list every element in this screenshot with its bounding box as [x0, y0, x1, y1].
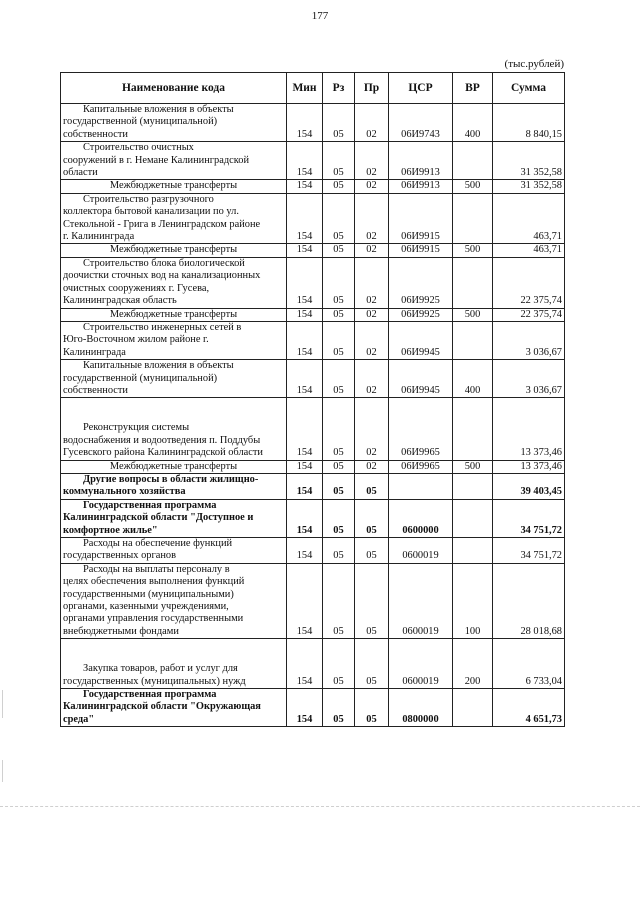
- cell-csr: 06И9945: [389, 360, 453, 398]
- cell-vr: 100: [453, 563, 493, 638]
- cell-csr: 06И9965: [389, 460, 453, 473]
- cell-csr: [389, 473, 453, 499]
- cell-rz: 05: [323, 398, 355, 460]
- cell-rz: 05: [323, 142, 355, 180]
- cell-name-line: Гусевского района Калининградской области: [63, 447, 263, 459]
- table-row: [61, 321, 565, 359]
- table-row: [61, 689, 565, 727]
- cell-sum: 39 403,45: [493, 473, 565, 499]
- cell-sum: 13 373,46: [493, 460, 565, 473]
- table-row: [61, 257, 565, 308]
- cell-name: [61, 244, 287, 257]
- cell-vr: 500: [453, 308, 493, 321]
- cell-name-line: государственной (муниципальной): [63, 116, 218, 128]
- cell-rz: 05: [323, 244, 355, 257]
- cell-vr: [453, 142, 493, 180]
- budget-table: [60, 72, 565, 727]
- cell-rz: 05: [323, 563, 355, 638]
- cell-pr: 02: [355, 308, 389, 321]
- cell-name-line: области: [63, 167, 98, 179]
- cell-csr: 0600000: [389, 499, 453, 537]
- cell-name: [61, 689, 287, 727]
- cell-name-line: Юго-Восточном жилом районе г.: [63, 334, 209, 346]
- cell-name: [61, 180, 287, 193]
- table-row: [61, 360, 565, 398]
- scan-edge-mark: [2, 760, 3, 782]
- cell-min: 154: [287, 398, 323, 460]
- table-row: [61, 142, 565, 180]
- cell-name-line: Государственная программа: [83, 499, 217, 511]
- cell-name: [61, 499, 287, 537]
- cell-csr: 06И9743: [389, 104, 453, 142]
- cell-name-line: Стекольной - Грига в Ленинградском районе: [63, 218, 261, 230]
- cell-pr: 05: [355, 689, 389, 727]
- cell-name-line: Другие вопросы в области жилищно-: [83, 473, 259, 485]
- table-row: [61, 308, 565, 321]
- cell-min: 154: [287, 244, 323, 257]
- cell-name-line: государственных (муниципальных) нужд: [63, 675, 246, 687]
- cell-rz: 05: [323, 180, 355, 193]
- cell-name-line: доочистки сточных вод на канализационных: [63, 270, 261, 282]
- cell-min: 154: [287, 563, 323, 638]
- cell-pr: 02: [355, 360, 389, 398]
- cell-pr: 05: [355, 563, 389, 638]
- cell-name-line: водоснабжения и водоотведения п. Поддубы: [63, 434, 261, 446]
- table-row: [61, 563, 565, 638]
- cell-sum: 31 352,58: [493, 142, 565, 180]
- cell-vr: [453, 257, 493, 308]
- cell-min: 154: [287, 308, 323, 321]
- cell-vr: [453, 193, 493, 244]
- cell-name-line: коммунального хозяйства: [63, 486, 186, 498]
- cell-pr: 05: [355, 639, 389, 689]
- cell-name-line: государственных органов: [63, 550, 176, 562]
- cell-min: 154: [287, 499, 323, 537]
- cell-name: [61, 104, 287, 142]
- cell-csr: 06И9913: [389, 180, 453, 193]
- cell-name-line: Межбюджетные трансферты: [109, 308, 238, 320]
- cell-sum: 463,71: [493, 193, 565, 244]
- cell-pr: 05: [355, 499, 389, 537]
- table-row: [61, 460, 565, 473]
- cell-vr: [453, 689, 493, 727]
- header-name: Наименование кода: [61, 73, 287, 104]
- table-body: [61, 104, 565, 727]
- cell-sum: 8 840,15: [493, 104, 565, 142]
- cell-sum: 3 036,67: [493, 360, 565, 398]
- cell-rz: 05: [323, 689, 355, 727]
- cell-name: [61, 360, 287, 398]
- cell-name-line: Строительство очистных: [83, 142, 194, 154]
- cell-sum: 6 733,04: [493, 639, 565, 689]
- cell-vr: [453, 473, 493, 499]
- header-pr: Пр: [355, 73, 389, 104]
- cell-rz: 05: [323, 639, 355, 689]
- cell-min: 154: [287, 193, 323, 244]
- cell-vr: 400: [453, 360, 493, 398]
- cell-csr: 06И9925: [389, 257, 453, 308]
- cell-sum: 28 018,68: [493, 563, 565, 638]
- table-row: [61, 244, 565, 257]
- cell-min: 154: [287, 639, 323, 689]
- cell-rz: 05: [323, 193, 355, 244]
- table-row: [61, 538, 565, 564]
- cell-vr: 500: [453, 180, 493, 193]
- cell-name-line: Капитальные вложения в объекты: [83, 360, 234, 372]
- cell-name-line: среда": [63, 713, 95, 725]
- cell-min: 154: [287, 104, 323, 142]
- cell-min: 154: [287, 460, 323, 473]
- cell-vr: 200: [453, 639, 493, 689]
- cell-sum: 34 751,72: [493, 499, 565, 537]
- cell-name-line: Строительство инженерных сетей в: [83, 321, 242, 333]
- table-row: [61, 180, 565, 193]
- cell-name-line: Межбюджетные трансферты: [109, 460, 238, 472]
- cell-name-line: Калининградской области "Доступное и: [63, 512, 254, 524]
- cell-rz: 05: [323, 499, 355, 537]
- cell-name: [61, 398, 287, 460]
- cell-name-line: Закупка товаров, работ и услуг для: [83, 663, 238, 675]
- cell-sum: 4 651,73: [493, 689, 565, 727]
- table-row: [61, 473, 565, 499]
- cell-pr: 02: [355, 244, 389, 257]
- cell-sum: 22 375,74: [493, 308, 565, 321]
- cell-csr: 0600019: [389, 538, 453, 564]
- cell-name: [61, 538, 287, 564]
- cell-name: [61, 308, 287, 321]
- cell-name-line: собственности: [63, 128, 128, 140]
- scan-edge-mark: [2, 690, 3, 718]
- cell-rz: 05: [323, 473, 355, 499]
- cell-min: 154: [287, 538, 323, 564]
- cell-min: 154: [287, 257, 323, 308]
- cell-sum: 13 373,46: [493, 398, 565, 460]
- cell-min: 154: [287, 180, 323, 193]
- cell-name-line: Калининградская область: [63, 295, 177, 307]
- cell-csr: 06И9915: [389, 244, 453, 257]
- header-csr: ЦСР: [389, 73, 453, 104]
- cell-name: [61, 460, 287, 473]
- cell-pr: 02: [355, 193, 389, 244]
- cell-sum: 22 375,74: [493, 257, 565, 308]
- cell-name-line: органами управления государственными: [63, 613, 244, 625]
- cell-name-line: Расходы на обеспечение функций: [83, 538, 233, 549]
- cell-vr: 500: [453, 460, 493, 473]
- header-row: [61, 73, 565, 104]
- cell-name: [61, 473, 287, 499]
- cell-name: [61, 142, 287, 180]
- cell-rz: 05: [323, 538, 355, 564]
- cell-csr: 0600019: [389, 563, 453, 638]
- cell-rz: 05: [323, 104, 355, 142]
- cell-pr: 02: [355, 460, 389, 473]
- header-rz: Рз: [323, 73, 355, 104]
- cell-vr: [453, 398, 493, 460]
- cell-name-line: Государственная программа: [83, 689, 217, 701]
- cell-name-line: собственности: [63, 384, 128, 396]
- cell-pr: 02: [355, 321, 389, 359]
- cell-name-line: Межбюджетные трансферты: [109, 244, 238, 256]
- cell-sum: 3 036,67: [493, 321, 565, 359]
- cell-min: 154: [287, 321, 323, 359]
- cell-name-line: г. Калининграда: [63, 231, 135, 243]
- cell-vr: 400: [453, 104, 493, 142]
- cell-sum: 463,71: [493, 244, 565, 257]
- cell-pr: 02: [355, 398, 389, 460]
- table-row: [61, 499, 565, 537]
- cell-csr: 0600019: [389, 639, 453, 689]
- cell-name-line: органами, казенными учреждениями,: [63, 601, 229, 613]
- cell-name-line: целях обеспечения выполнения функций: [63, 576, 245, 588]
- cell-name: [61, 563, 287, 638]
- cell-sum: 31 352,58: [493, 180, 565, 193]
- cell-name-line: комфортное жилье": [63, 524, 158, 536]
- cell-name-line: внебюджетными фондами: [63, 625, 179, 637]
- table-row: [61, 398, 565, 460]
- page-number: 177: [311, 10, 329, 22]
- cell-rz: 05: [323, 321, 355, 359]
- table-row: [61, 639, 565, 689]
- cell-sum: 34 751,72: [493, 538, 565, 564]
- cell-pr: 02: [355, 104, 389, 142]
- table-row: [61, 193, 565, 244]
- cell-min: 154: [287, 473, 323, 499]
- cell-csr: 06И9945: [389, 321, 453, 359]
- cell-csr: 06И9965: [389, 398, 453, 460]
- header-sum: Сумма: [493, 73, 565, 104]
- cell-csr: 0800000: [389, 689, 453, 727]
- units-label: (тыс.рублей): [504, 58, 564, 70]
- cell-name-line: Реконструкция системы: [83, 422, 190, 434]
- cell-name-line: государственной (муниципальной): [63, 372, 218, 384]
- cell-min: 154: [287, 689, 323, 727]
- header-min: Мин: [287, 73, 323, 104]
- scan-dashed-line: [0, 806, 640, 807]
- cell-csr: 06И9913: [389, 142, 453, 180]
- cell-name: [61, 257, 287, 308]
- cell-min: 154: [287, 142, 323, 180]
- cell-name-line: Калининградской области "Окружающая: [63, 701, 261, 713]
- header-vr: ВР: [453, 73, 493, 104]
- cell-name-line: Строительство блока биологической: [83, 257, 245, 269]
- cell-pr: 05: [355, 538, 389, 564]
- cell-name-line: Межбюджетные трансферты: [109, 180, 238, 192]
- cell-vr: [453, 321, 493, 359]
- cell-spacer: [63, 398, 284, 422]
- cell-pr: 02: [355, 257, 389, 308]
- cell-name-line: Строительство разгрузочного: [83, 193, 214, 205]
- cell-pr: 02: [355, 142, 389, 180]
- cell-name-line: Расходы на выплаты персоналу в: [83, 563, 230, 575]
- cell-name-line: сооружений в г. Немане Калининградской: [63, 154, 250, 166]
- cell-name-line: Калининграда: [63, 346, 126, 358]
- cell-name-line: государственными (муниципальными): [63, 588, 234, 600]
- cell-pr: 05: [355, 473, 389, 499]
- cell-csr: 06И9925: [389, 308, 453, 321]
- cell-name-line: коллектора бытовой канализации по ул.: [63, 206, 239, 218]
- table-row: [61, 104, 565, 142]
- table-header: [61, 73, 565, 104]
- cell-vr: 500: [453, 244, 493, 257]
- cell-name: [61, 321, 287, 359]
- cell-csr: 06И9915: [389, 193, 453, 244]
- cell-vr: [453, 538, 493, 564]
- cell-vr: [453, 499, 493, 537]
- cell-rz: 05: [323, 308, 355, 321]
- cell-pr: 02: [355, 180, 389, 193]
- cell-min: 154: [287, 360, 323, 398]
- cell-rz: 05: [323, 257, 355, 308]
- cell-name: [61, 193, 287, 244]
- cell-rz: 05: [323, 460, 355, 473]
- cell-name-line: очистных сооружениях г. Гусева,: [63, 282, 210, 294]
- cell-rz: 05: [323, 360, 355, 398]
- cell-name-line: Капитальные вложения в объекты: [83, 104, 234, 115]
- cell-spacer: [63, 639, 284, 663]
- cell-name: [61, 639, 287, 689]
